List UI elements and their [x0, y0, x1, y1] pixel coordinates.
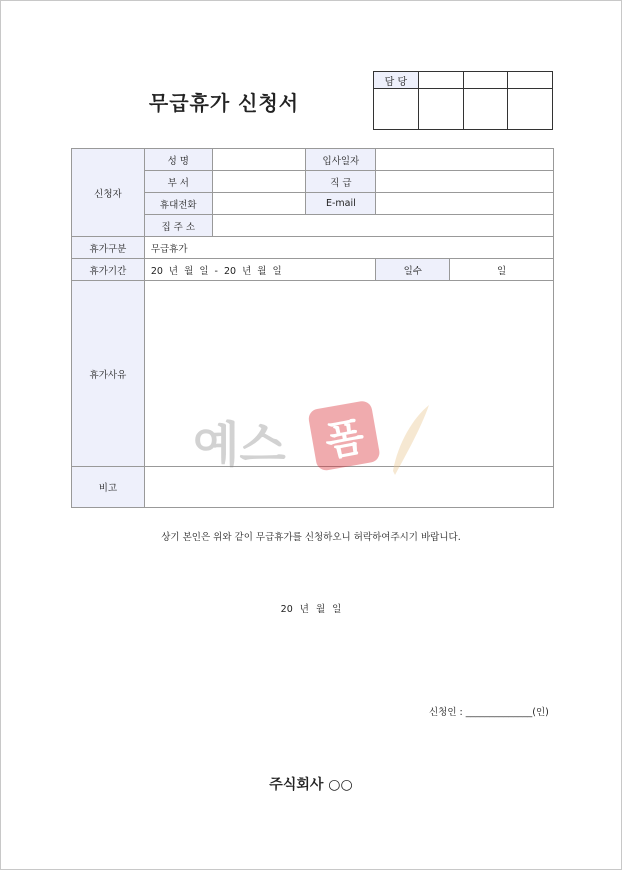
address-label: 집 주 소: [144, 215, 212, 237]
dept-field[interactable]: [212, 171, 306, 193]
dept-label: 부 서: [144, 171, 212, 193]
leave-period-label: 휴가기간: [72, 259, 145, 281]
leave-type-value[interactable]: 무급휴가: [144, 237, 553, 259]
address-field[interactable]: [212, 215, 553, 237]
leave-type-label: 휴가구분: [72, 237, 145, 259]
position-label: 직 급: [306, 171, 376, 193]
approval-table: [373, 71, 553, 130]
approval-sign-cell: [463, 89, 508, 130]
approval-label: 담 당: [374, 72, 419, 89]
approval-header-cell: [418, 72, 463, 89]
statement-text: 상기 본인은 위와 같이 무급휴가를 신청하오니 허락하여주시기 바랍니다.: [161, 532, 461, 543]
reason-field[interactable]: [144, 281, 553, 467]
signature-line: 신청인 : ______________(인): [429, 707, 549, 718]
company-name: 주식회사 ○○: [269, 777, 353, 793]
approval-header-cell: [463, 72, 508, 89]
days-label: 일수: [376, 259, 450, 281]
name-label: 성 명: [144, 149, 212, 171]
approval-header-cell: [508, 72, 553, 89]
approval-sign-cell: [374, 89, 419, 130]
document-title: 무급휴가 신청서: [148, 91, 300, 115]
watermark-stamp-text: 폼: [321, 413, 368, 466]
email-field[interactable]: [376, 193, 554, 215]
watermark-text: 예스: [193, 417, 286, 473]
date-line: 20 년 월 일: [280, 604, 342, 615]
application-form-table: [71, 148, 554, 508]
join-date-field[interactable]: [376, 149, 554, 171]
leave-period-value[interactable]: 20 년 월 일 - 20 년 월 일: [144, 259, 376, 281]
join-date-label: 입사일자: [306, 149, 376, 171]
remarks-label: 비고: [72, 467, 145, 508]
email-label: E-mail: [306, 193, 376, 215]
name-field[interactable]: [212, 149, 306, 171]
approval-sign-cell: [418, 89, 463, 130]
approval-sign-cell: [508, 89, 553, 130]
reason-label: 휴가사유: [72, 281, 145, 467]
applicant-label: 신청자: [72, 149, 145, 237]
position-field[interactable]: [376, 171, 554, 193]
days-field[interactable]: 일: [450, 259, 554, 281]
phone-field[interactable]: [212, 193, 306, 215]
remarks-field[interactable]: [144, 467, 553, 508]
phone-label: 휴대전화: [144, 193, 212, 215]
